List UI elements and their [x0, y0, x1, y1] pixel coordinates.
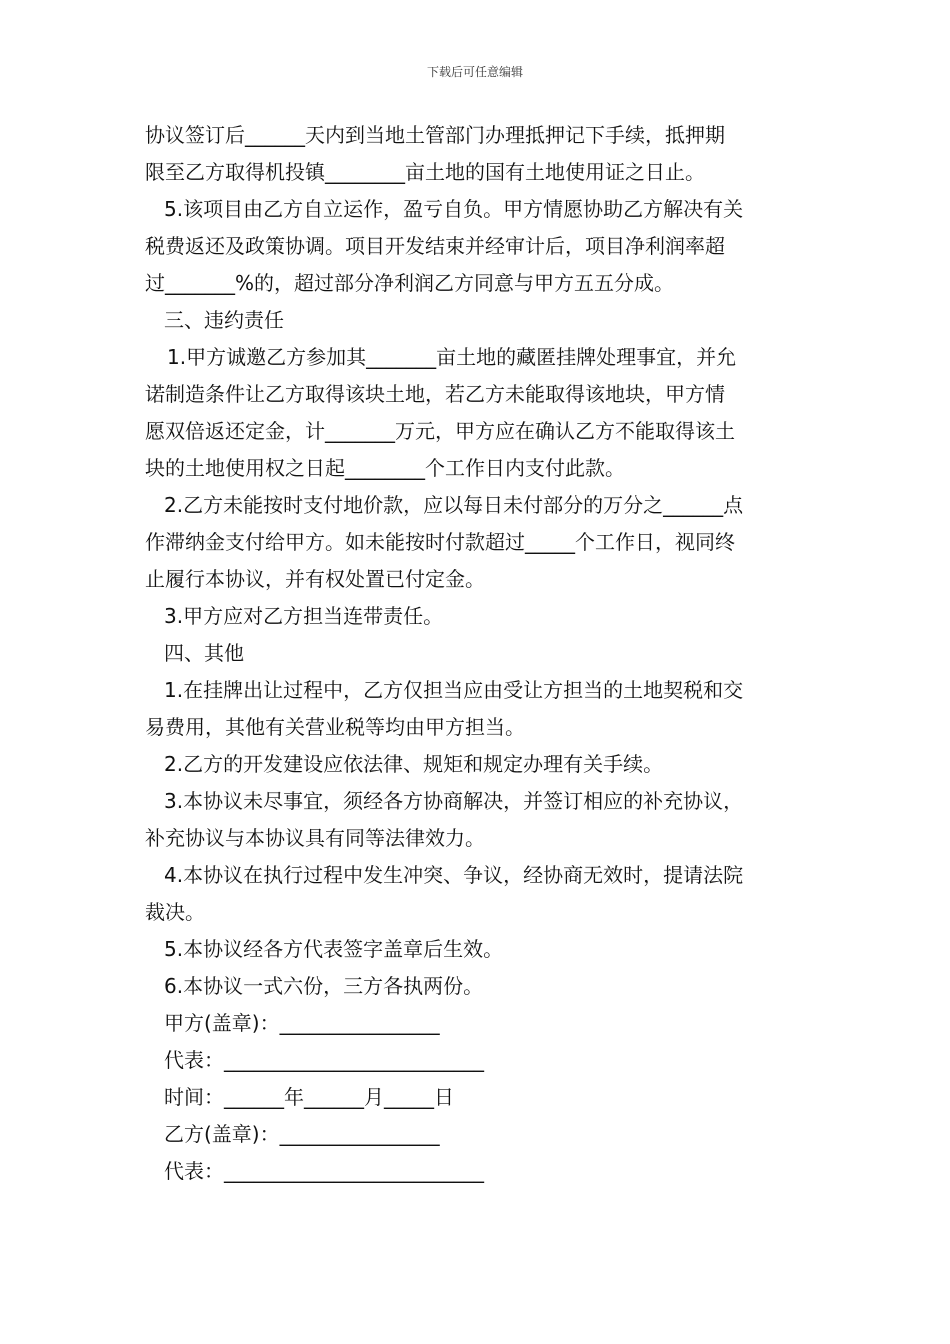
- text-line: 裁决。: [145, 900, 205, 924]
- text-line: 块的土地使用权之日起________个工作日内支付此款。: [145, 456, 625, 480]
- text-line: 作滞纳金支付给甲方。如未能按时付款超过_____个工作日，视同终: [145, 530, 735, 554]
- paragraph-other-3: [145, 783, 810, 857]
- date-line: 时间：______年______月_____日: [164, 1085, 454, 1109]
- signature-block: [145, 1005, 810, 1190]
- text-line: 6.本协议一式六份，三方各执两份。: [164, 974, 484, 998]
- party-b-representative-line: 代表：__________________________: [164, 1159, 484, 1183]
- text-line: 2.乙方未能按时支付地价款，应以每日未付部分的万分之______点: [164, 493, 744, 517]
- text-line: 协议签订后______天内到当地土管部门办理抵押记下手续，抵押期: [145, 123, 725, 147]
- paragraph-liability-2: [145, 487, 810, 598]
- paragraph-other-1: [145, 672, 810, 746]
- text-line: 5.本协议经各方代表签字盖章后生效。: [164, 937, 504, 961]
- paragraph-other-4: [145, 857, 810, 931]
- text-line: 税费返还及政策协调。项目开发结束并经审计后，项目净利润率超: [145, 234, 725, 258]
- paragraph-other-5: [145, 931, 810, 968]
- text-line: 限至乙方取得机投镇________亩土地的国有土地使用证之日止。: [145, 160, 705, 184]
- section-heading-other: [145, 635, 810, 672]
- text-line: 3.本协议未尽事宜，须经各方协商解决，并签订相应的补充协议，: [164, 789, 744, 813]
- paragraph-liability-1: [145, 339, 810, 487]
- text-line: 止履行本协议，并有权处置已付定金。: [145, 567, 485, 591]
- text-line: 3.甲方应对乙方担当连带责任。: [164, 604, 444, 628]
- paragraph-other-6: [145, 968, 810, 1005]
- text-line: 1.甲方诚邀乙方参加其_______亩土地的藏匿挂牌处理事宜，并允: [167, 345, 737, 369]
- text-line: 4.本协议在执行过程中发生冲突、争议，经协商无效时，提请法院: [164, 863, 744, 887]
- text-line: 诺制造条件让乙方取得该块土地，若乙方未能取得该地块，甲方情: [145, 382, 725, 406]
- section-heading-liability: [145, 302, 810, 339]
- paragraph-liability-3: [145, 598, 810, 635]
- paragraph-mortgage-term: [145, 117, 810, 191]
- text-line: 补充协议与本协议具有同等法律效力。: [145, 826, 485, 850]
- text-line: 三、违约责任: [164, 308, 284, 332]
- paragraph-other-2: [145, 746, 810, 783]
- text-line: 1.在挂牌出让过程中，乙方仅担当应由受让方担当的土地契税和交: [164, 678, 744, 702]
- text-line: 5.该项目由乙方自立运作，盈亏自负。甲方情愿协助乙方解决有关: [164, 197, 744, 221]
- text-line: 2.乙方的开发建设应依法律、规矩和规定办理有关手续。: [164, 752, 664, 776]
- party-a-seal-line: 甲方(盖章)：________________: [164, 1011, 440, 1035]
- paragraph-clause-5: [145, 191, 810, 302]
- document-body: [145, 117, 810, 1190]
- text-line: 四、其他: [164, 641, 244, 665]
- text-line: 易费用，其他有关营业税等均由甲方担当。: [145, 715, 525, 739]
- page-header-note: 下载后可任意编辑: [426, 65, 523, 79]
- text-line: 过_______%的，超过部分净利润乙方同意与甲方五五分成。: [145, 271, 675, 295]
- party-b-seal-line: 乙方(盖章)：________________: [164, 1122, 440, 1146]
- text-line: 愿双倍返还定金，计_______万元，甲方应在确认乙方不能取得该土: [145, 419, 735, 443]
- party-a-representative-line: 代表：__________________________: [164, 1048, 484, 1072]
